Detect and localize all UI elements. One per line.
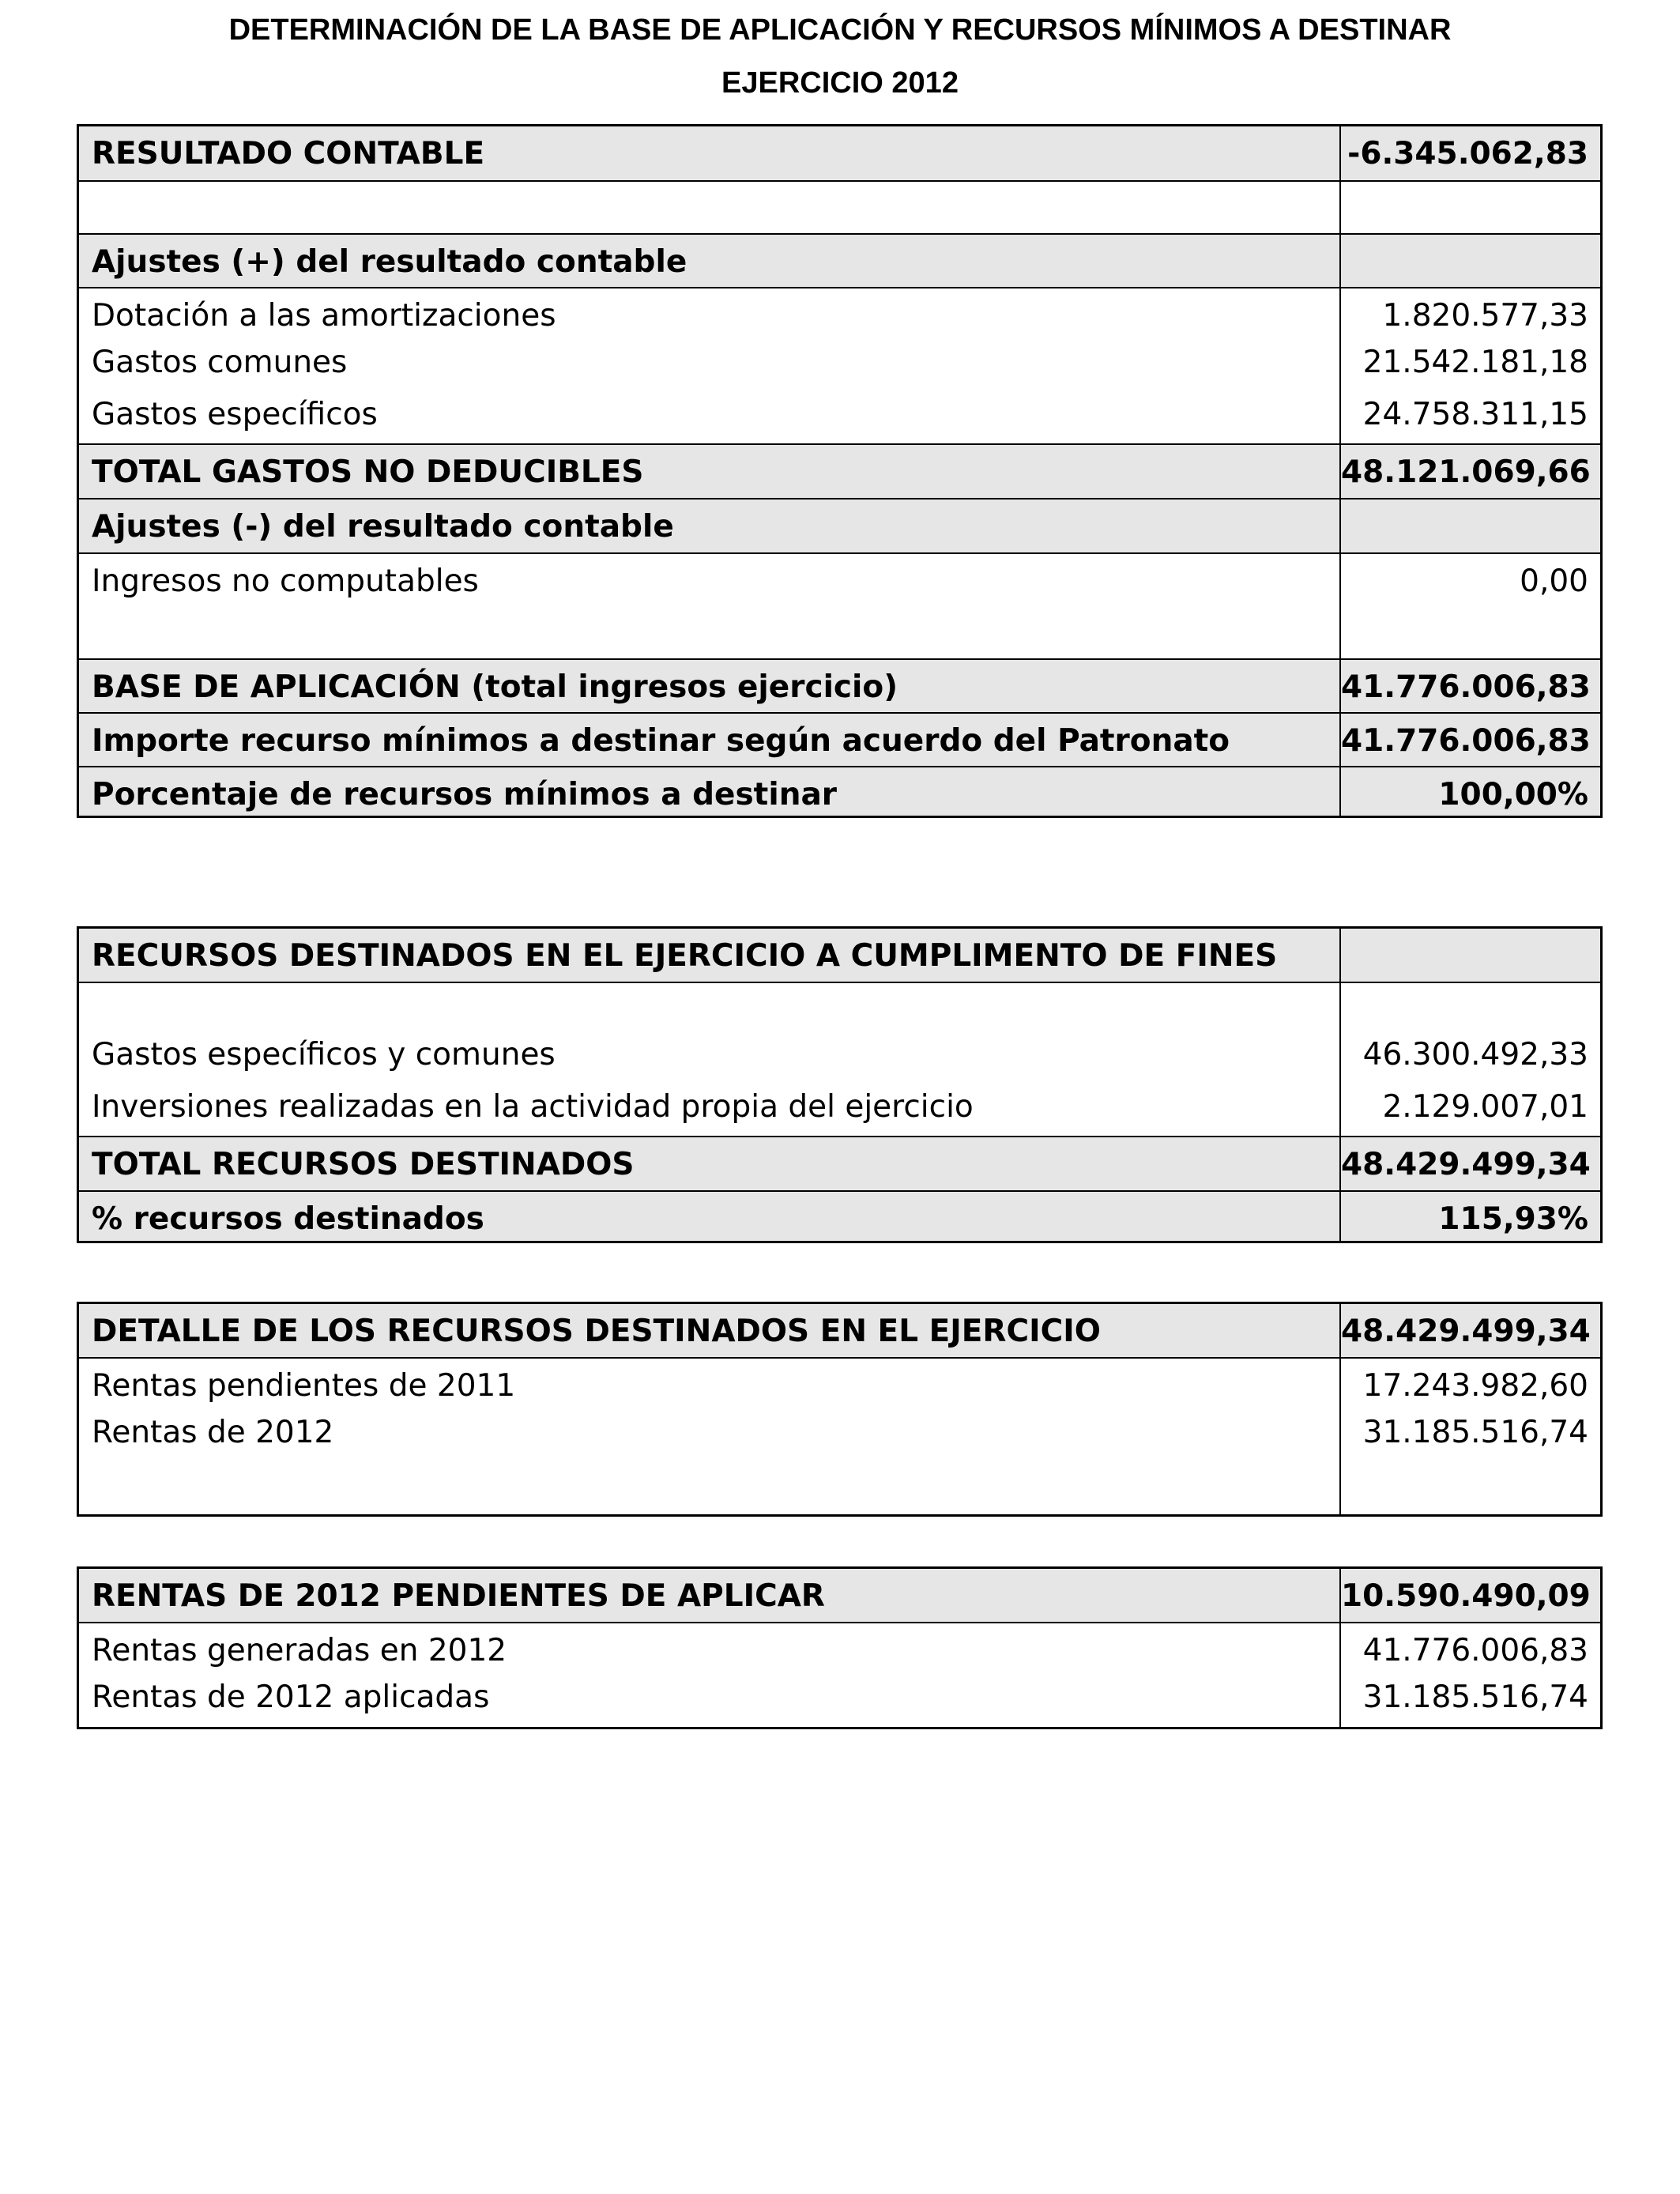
table-row xyxy=(79,443,1600,498)
table-row xyxy=(79,340,1600,392)
row-label: TOTAL GASTOS NO DEDUCIBLES xyxy=(79,445,1341,498)
row-value: 0,00 xyxy=(1520,564,1588,599)
row-value xyxy=(1341,929,1600,982)
row-value: 41.776.006,83 xyxy=(1341,723,1591,759)
row-value: 21.542.181,18 xyxy=(1362,345,1588,380)
row-label: RENTAS DE 2012 PENDIENTES DE APLICAR xyxy=(79,1569,1341,1622)
row-value: 48.121.069,66 xyxy=(1341,454,1591,490)
row-value: 46.300.492,33 xyxy=(1362,1037,1588,1072)
table-row xyxy=(79,1304,1600,1357)
row-label: Rentas pendientes de 2011 xyxy=(79,1359,1341,1410)
row-value: 24.758.311,15 xyxy=(1362,397,1588,432)
table-row xyxy=(79,392,1600,443)
row-label: % recursos destinados xyxy=(79,1192,1341,1241)
table-row xyxy=(79,126,1600,180)
row-label: Rentas de 2012 aplicadas xyxy=(79,1675,1341,1727)
row-value: 1.820.577,33 xyxy=(1382,298,1588,334)
row-label: Ajustes (+) del resultado contable xyxy=(79,235,1341,287)
row-label: Ingresos no computables xyxy=(79,554,1341,658)
row-label: TOTAL RECURSOS DESTINADOS xyxy=(79,1137,1341,1190)
table-row xyxy=(79,929,1600,982)
row-label: BASE DE APLICACIÓN (total ingresos ejercicio) xyxy=(79,660,1341,712)
table-row xyxy=(79,1190,1600,1241)
table-row xyxy=(79,1569,1600,1622)
table-row xyxy=(79,180,1600,233)
row-label: RESULTADO CONTABLE xyxy=(79,126,1341,180)
table-row xyxy=(79,1622,1600,1675)
row-label xyxy=(79,983,1341,1032)
table-row xyxy=(79,712,1600,766)
row-value xyxy=(1341,235,1600,287)
table-row xyxy=(79,1084,1600,1136)
row-value: 31.185.516,74 xyxy=(1362,1679,1588,1715)
rentas-pendientes-table xyxy=(77,1566,1603,1729)
row-value: 2.129.007,01 xyxy=(1382,1089,1588,1125)
row-label: RECURSOS DESTINADOS EN EL EJERCICIO A CUMPLIMENTO DE FINES xyxy=(79,929,1341,982)
table-row xyxy=(79,498,1600,552)
row-value: 10.590.490,09 xyxy=(1341,1578,1591,1614)
row-label: Rentas de 2012 xyxy=(79,1410,1341,1514)
row-label: DETALLE DE LOS RECURSOS DESTINADOS EN EL EJERCICIO xyxy=(79,1304,1341,1357)
row-value: 17.243.982,60 xyxy=(1362,1368,1588,1404)
table-row xyxy=(79,287,1600,340)
row-label: Rentas generadas en 2012 xyxy=(79,1623,1341,1675)
recursos-destinados-table xyxy=(77,926,1603,1243)
table-row xyxy=(79,1032,1600,1084)
table-row xyxy=(79,552,1600,658)
row-label: Dotación a las amortizaciones xyxy=(79,288,1341,340)
row-label: Gastos específicos y comunes xyxy=(79,1032,1341,1084)
table-row xyxy=(79,1357,1600,1410)
row-value: 100,00% xyxy=(1438,777,1588,812)
row-value xyxy=(1341,983,1600,1032)
row-label: Importe recurso mínimos a destinar según acuerdo del Patronato xyxy=(79,714,1341,766)
table-row xyxy=(79,658,1600,712)
spacer-row xyxy=(79,982,1600,1032)
row-label: Ajustes (-) del resultado contable xyxy=(79,499,1341,552)
row-value: 115,93% xyxy=(1438,1201,1588,1237)
row-value: 48.429.499,34 xyxy=(1341,1147,1591,1182)
row-label: Gastos específicos xyxy=(79,392,1341,443)
row-value: 31.185.516,74 xyxy=(1362,1415,1588,1450)
table-row xyxy=(79,1136,1600,1190)
table-row xyxy=(79,1410,1600,1514)
row-value: 48.429.499,34 xyxy=(1341,1314,1591,1349)
row-value: -6.345.062,83 xyxy=(1347,136,1588,172)
base-aplicacion-table xyxy=(77,124,1603,818)
detalle-recursos-table xyxy=(77,1302,1603,1517)
row-value: 41.776.006,83 xyxy=(1362,1633,1588,1668)
page-subtitle: EJERCICIO 2012 xyxy=(721,66,959,100)
row-value xyxy=(1341,182,1600,233)
row-value: 41.776.006,83 xyxy=(1341,669,1591,705)
row-label: Gastos comunes xyxy=(79,340,1341,392)
row-label: Porcentaje de recursos mínimos a destinar xyxy=(79,767,1341,816)
row-value xyxy=(1341,499,1600,552)
page-title: DETERMINACIÓN DE LA BASE DE APLICACIÓN Y RECURSOS MÍNIMOS A DESTINAR xyxy=(228,13,1452,47)
row-label xyxy=(79,182,1341,233)
table-row xyxy=(79,1675,1600,1727)
table-row xyxy=(79,766,1600,816)
table-row xyxy=(79,233,1600,287)
row-label: Inversiones realizadas en la actividad propia del ejercicio xyxy=(79,1084,1341,1136)
